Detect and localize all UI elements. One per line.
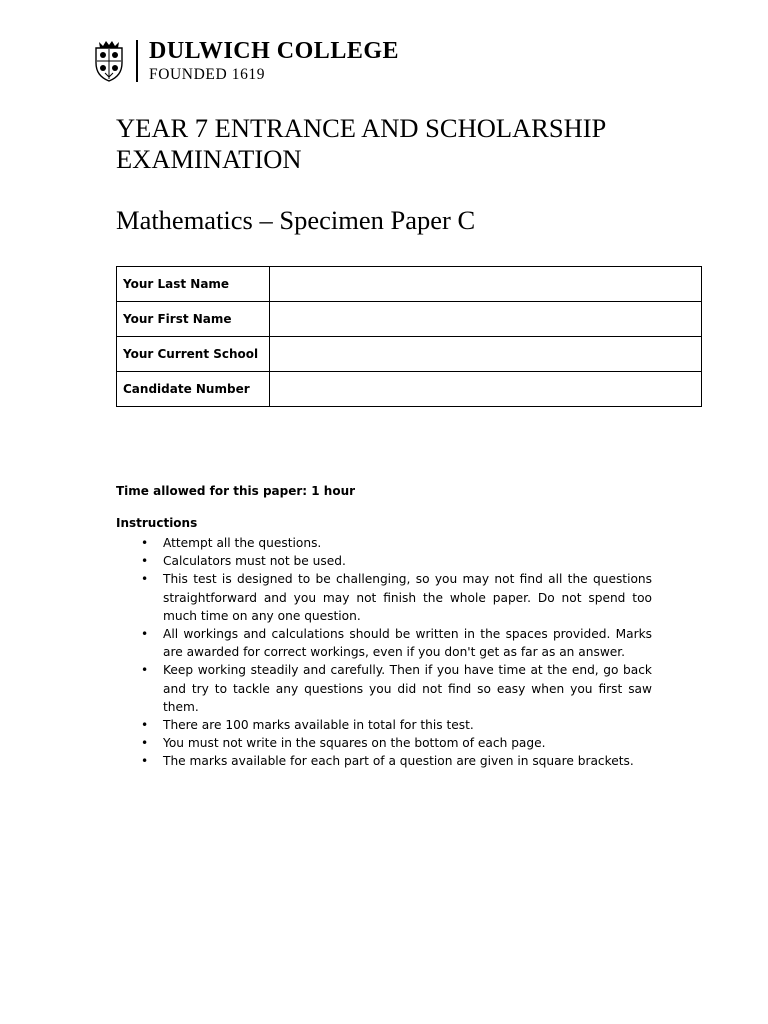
instruction-text: You must not write in the squares on the bottom of each page. (163, 736, 546, 751)
bullet-icon: • (141, 736, 149, 751)
bullet-icon: • (141, 754, 149, 769)
first-name-label: Your First Name (117, 302, 270, 337)
bullet-icon: • (141, 572, 149, 587)
instruction-text: The marks available for each part of a question are given in square brackets. (163, 754, 634, 769)
candidate-details-table (116, 266, 702, 407)
logo-divider (136, 40, 138, 82)
instruction-text: Calculators must not be used. (163, 554, 346, 569)
instructions-list (116, 534, 652, 771)
list-item (116, 734, 652, 752)
bullet-icon: • (141, 627, 149, 642)
last-name-field[interactable] (270, 267, 702, 302)
table-row (117, 302, 702, 337)
list-item (116, 552, 652, 570)
exam-title: YEAR 7 ENTRANCE AND SCHOLARSHIP EXAMINATION (116, 113, 606, 174)
list-item (116, 661, 652, 716)
instruction-text: Keep working steadily and carefully. Then if you have time at the end, go back and try to tackle any questions you did not find so easy when you first saw them. (163, 663, 652, 714)
paper-subtitle: Mathematics – Specimen Paper C (116, 205, 476, 235)
current-school-label: Your Current School (117, 337, 270, 372)
college-name: DULWICH COLLEGE (149, 37, 400, 64)
instruction-text: This test is designed to be challenging, so you may not find all the questions straightforward and you may not finish the whole paper. Do not spend too much time on any one question. (163, 572, 652, 623)
time-allowed: Time allowed for this paper: 1 hour (116, 484, 356, 498)
list-item (116, 752, 652, 770)
instructions-heading: Instructions (116, 516, 198, 530)
bullet-icon: • (141, 536, 149, 550)
bullet-icon: • (141, 663, 149, 678)
instruction-text: Attempt all the questions. (163, 536, 322, 550)
table-row (117, 267, 702, 302)
list-item (116, 625, 652, 661)
candidate-number-field[interactable] (270, 372, 702, 407)
table-row (117, 372, 702, 407)
list-item (116, 570, 652, 625)
logo-text (149, 39, 399, 84)
candidate-number-label: Candidate Number (117, 372, 270, 407)
instruction-text: There are 100 marks available in total for this test. (163, 718, 474, 733)
list-item (116, 534, 652, 552)
table-row (117, 337, 702, 372)
last-name-label: Your Last Name (117, 267, 270, 302)
first-name-field[interactable] (270, 302, 702, 337)
instruction-text: All workings and calculations should be written in the spaces provided. Marks are awarded for correct workings, even if you don't get as far as an answer. (163, 627, 652, 660)
college-crest-icon (92, 39, 126, 83)
founded-year: FOUNDED 1619 (149, 65, 266, 83)
list-item (116, 716, 652, 734)
college-logo (92, 38, 399, 84)
bullet-icon: • (141, 718, 149, 733)
bullet-icon: • (141, 554, 149, 569)
current-school-field[interactable] (270, 337, 702, 372)
